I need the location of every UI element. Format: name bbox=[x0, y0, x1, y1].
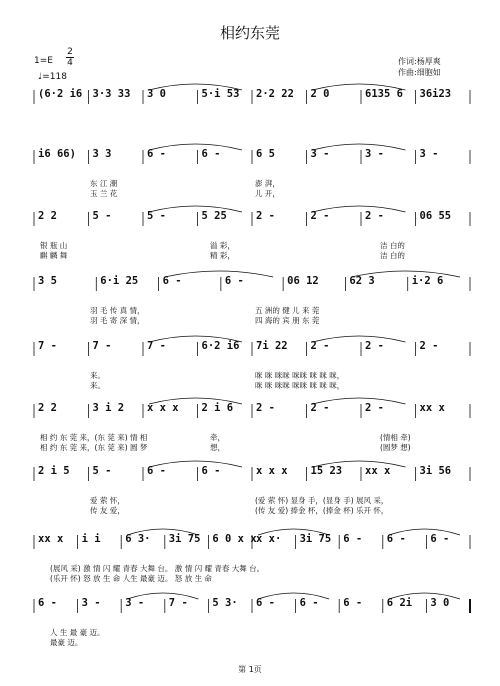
lyric-line: 麒 麟 舞 bbox=[40, 251, 68, 260]
lyric-line: 儿 开， bbox=[255, 189, 280, 198]
measure: i·2 6 bbox=[411, 275, 444, 287]
score-system bbox=[0, 210, 500, 280]
measure: 5·i 53 bbox=[201, 88, 240, 100]
measure: 2 - bbox=[419, 340, 439, 352]
measure: x x x bbox=[256, 465, 288, 477]
lyric-line: 来。 bbox=[90, 381, 105, 390]
measure: 15 23 bbox=[310, 465, 343, 477]
lyric-line: (展风 采) 激 情 闪 耀 青春 大舞 台。 激 情 闪 耀 青春 大舞 台。 bbox=[50, 564, 265, 573]
measure: 3 0 bbox=[147, 88, 166, 100]
measure: 5 - bbox=[92, 210, 112, 222]
lyric-line: 牵， bbox=[210, 433, 225, 442]
measure: xx x bbox=[365, 465, 391, 477]
notation-line bbox=[0, 402, 500, 424]
measure: 06 12 bbox=[287, 275, 319, 287]
measure: 3 - bbox=[81, 597, 101, 609]
lyric-line: 银 瓶 山 bbox=[40, 241, 68, 250]
measure: 3 - bbox=[125, 597, 145, 609]
measure: 5 3· bbox=[212, 597, 238, 609]
measure: 2 2 bbox=[38, 210, 57, 222]
key-signature bbox=[34, 56, 53, 66]
measure: 2 - bbox=[310, 402, 330, 414]
measure: 6·2 i6 bbox=[201, 340, 240, 352]
lyric-line: 传 友 爱， bbox=[90, 506, 125, 515]
measure: 6 - bbox=[430, 533, 450, 545]
notation-line bbox=[0, 148, 500, 170]
measure: 2 - bbox=[256, 210, 275, 222]
measure: xx x bbox=[38, 533, 64, 545]
measure: 3 5 bbox=[38, 275, 57, 287]
measure: 5 - bbox=[147, 210, 166, 222]
measure: 6 - bbox=[38, 597, 57, 609]
measure: 2 i 6 bbox=[201, 402, 234, 414]
measure: 7 - bbox=[92, 340, 112, 352]
lyric-line: (乐开 怀) 怒 放 生 命 人生 最豪 迈。 怒 放 生 命 bbox=[50, 574, 212, 583]
lyric-line: 羽 毛 传 真 情， bbox=[90, 306, 145, 315]
measure: 3 - bbox=[365, 148, 384, 160]
score-system bbox=[0, 465, 500, 535]
lyric-line: (情相 牵) bbox=[380, 433, 411, 442]
measure: 6135 6 bbox=[365, 88, 403, 100]
meter-top: 2 bbox=[67, 47, 73, 57]
measure: 6 0 x x bbox=[212, 533, 257, 545]
lyric-line: 五 洲的 健 儿 来 莞 bbox=[255, 306, 320, 315]
lyric-line: 来。 bbox=[90, 371, 105, 380]
measure: 5 25 bbox=[201, 210, 227, 222]
measure: 6 3· bbox=[125, 533, 151, 545]
measure: 06 55 bbox=[419, 210, 452, 222]
measure: 6 - bbox=[201, 465, 221, 477]
measure: 3·3 33 bbox=[92, 88, 131, 100]
measure: 2 0 bbox=[310, 88, 330, 100]
measure: 6·i 25 bbox=[100, 275, 139, 287]
composer-credit: 作曲:细胞如 bbox=[398, 68, 441, 77]
notation-line bbox=[0, 88, 500, 110]
lyric-line: 想， bbox=[210, 443, 225, 452]
measure: 6 2i bbox=[386, 597, 413, 609]
score-system bbox=[0, 148, 500, 218]
measure: 2 - bbox=[310, 340, 330, 352]
lyric-line: 四 海的 宾 朋 东 莞 bbox=[255, 316, 320, 325]
measure: 3 - bbox=[419, 148, 439, 160]
measure: 7 - bbox=[168, 597, 188, 609]
lyric-line: 东 江 潮 bbox=[90, 179, 118, 188]
measure: 7 - bbox=[38, 340, 57, 352]
lyric-line: (圆梦 想) bbox=[380, 443, 411, 452]
measure: x x x bbox=[147, 402, 179, 414]
measure: 2 - bbox=[310, 210, 330, 222]
measure: 6 - bbox=[299, 597, 319, 609]
measure: 3i 75 bbox=[168, 533, 201, 545]
lyric-line: 爱 萦 怀， bbox=[90, 496, 125, 505]
lyric-line: 咪 咪 咪咪 咪咪 咪 咪 咪， bbox=[255, 381, 345, 390]
notation-line bbox=[0, 533, 500, 555]
measure: 2·2 22 bbox=[256, 88, 294, 100]
lyric-line: 玉 兰 花 bbox=[90, 189, 118, 198]
lyric-line: 洁 白的 bbox=[380, 251, 405, 260]
measure: 2 - bbox=[365, 402, 384, 414]
measure: 7i 22 bbox=[256, 340, 288, 352]
lyric-line: 相 约 东 莞 来，(东 莞 来) 情 相 bbox=[40, 433, 148, 442]
barlines-and-slurs bbox=[0, 597, 500, 627]
score-system bbox=[0, 340, 500, 410]
measure: x x· bbox=[256, 533, 282, 545]
page-title: 相约东莞 bbox=[219, 24, 280, 42]
measure: 2 2 bbox=[38, 402, 57, 414]
lyric-line: 溢 彩， bbox=[210, 241, 235, 250]
score-system bbox=[0, 533, 500, 603]
measure: 2 i 5 bbox=[38, 465, 70, 477]
key-label: 1=E bbox=[34, 56, 53, 66]
time-signature bbox=[66, 47, 74, 68]
measure: 2 - bbox=[365, 210, 384, 222]
measure: 62 3 bbox=[349, 275, 375, 287]
page-number: 第 1页 bbox=[238, 665, 262, 674]
measure: 6 - bbox=[224, 275, 244, 287]
measure: xx x bbox=[419, 402, 445, 414]
notation-line bbox=[0, 340, 500, 362]
measure: 2 - bbox=[256, 402, 275, 414]
measure: 7 - bbox=[147, 340, 166, 352]
measure: 6 - bbox=[386, 533, 406, 545]
lyric-line: 洁 白的 bbox=[380, 241, 405, 250]
lyric-line: 人 生 最 豪 迈。 bbox=[50, 628, 105, 637]
measure: 3 i 2 bbox=[92, 402, 125, 414]
lyric-line: 精 彩， bbox=[210, 251, 235, 260]
measure: 6 - bbox=[162, 275, 182, 287]
notation-line bbox=[0, 465, 500, 487]
score-system bbox=[0, 275, 500, 345]
notation-line bbox=[0, 210, 500, 232]
tempo-mark: ♩=118 bbox=[38, 72, 67, 82]
notation-line bbox=[0, 275, 500, 297]
measure: i6 66) bbox=[38, 148, 76, 160]
lyric-line: 羽 毛 寄 深 情， bbox=[90, 316, 145, 325]
measure: 3i 56 bbox=[419, 465, 452, 477]
measure: 3 0 bbox=[430, 597, 450, 609]
measure: 6 - bbox=[147, 148, 166, 160]
measure: 6 - bbox=[147, 465, 166, 477]
lyric-line: 咪 咪 咪咪 咪咪 咪 咪 咪， bbox=[255, 371, 345, 380]
measure: i i bbox=[81, 533, 101, 545]
measure: 3i 75 bbox=[299, 533, 332, 545]
score-system bbox=[0, 597, 500, 667]
measure: 3 3 bbox=[92, 148, 112, 160]
measure: (6·2 i6 bbox=[38, 88, 83, 100]
meter-bottom: 4 bbox=[67, 58, 73, 68]
measure: 3 - bbox=[310, 148, 330, 160]
lyric-line: 最豪 迈。 bbox=[50, 638, 83, 647]
lyric-line: (传 友 爱) 捧金 杯，(捧金 杯) 乐开 怀， bbox=[255, 506, 389, 515]
lyricist-credit: 作词:杨厚爽 bbox=[398, 57, 441, 66]
measure: 6 5 bbox=[256, 148, 275, 160]
lyric-line: 澎 湃， bbox=[255, 179, 280, 188]
measure: 2 - bbox=[365, 340, 384, 352]
measure: 6 - bbox=[201, 148, 221, 160]
measure: 6 - bbox=[256, 597, 275, 609]
measure: 6 - bbox=[343, 597, 363, 609]
lyric-line: (爱 萦 怀) 显身 手，(显身 手) 展风 采， bbox=[255, 496, 389, 505]
lyric-line: 相 约 东 莞 来，(东 莞 来) 圆 梦 bbox=[40, 443, 148, 452]
measure: 5 - bbox=[92, 465, 112, 477]
measure: 36i23 bbox=[419, 88, 452, 100]
measure: 6 - bbox=[343, 533, 363, 545]
score-system bbox=[0, 402, 500, 472]
notation-line bbox=[0, 597, 500, 619]
